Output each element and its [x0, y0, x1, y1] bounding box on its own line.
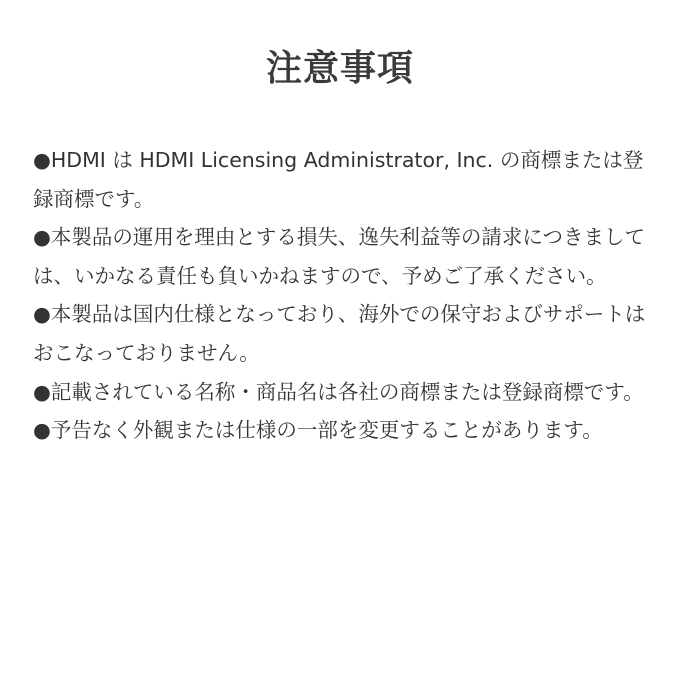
- notice-item-liability: ●本製品の運用を理由とする損失、逸失利益等の請求につきましては、いかなる責任も負いかねますので、予めご了承ください。: [33, 225, 645, 288]
- page-title: 注意事項: [265, 48, 414, 89]
- notice-item-spec-change: ●予告なく外観または仕様の一部を変更することがあります。: [33, 418, 603, 443]
- notice-item-trademarks: ●記載されている名称・商品名は各社の商標または登録商標です。: [33, 379, 644, 404]
- notice-list: [33, 141, 655, 450]
- notice-item-hdmi-trademark: ●HDMI は HDMI Licensing Administrator, Inc. の商標または登録商標です。: [33, 148, 644, 211]
- notice-item-domestic-spec: ●本製品は国内仕様となっており、海外での保守およびサポートはおこなっておりません。: [33, 302, 646, 365]
